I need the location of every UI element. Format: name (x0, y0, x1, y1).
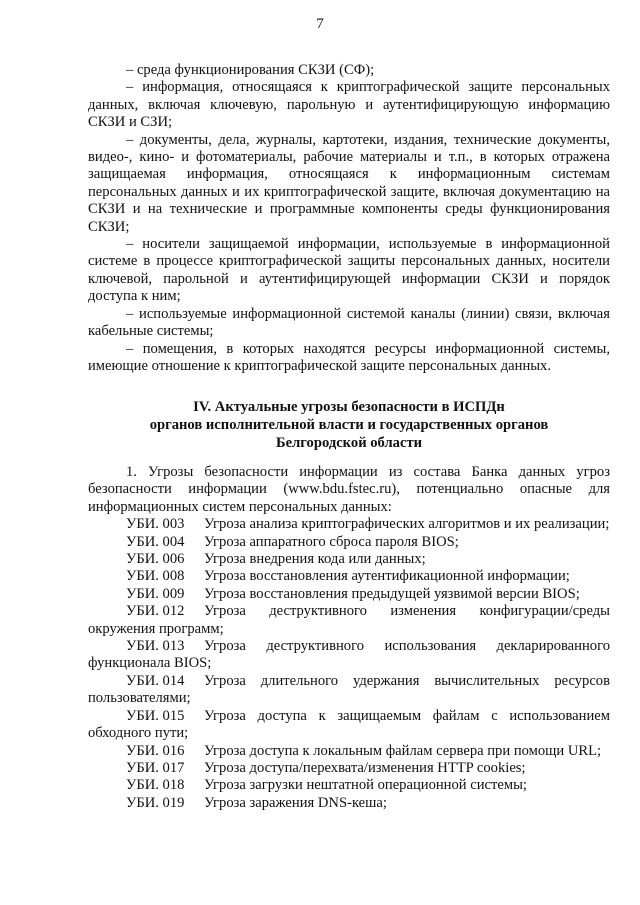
section-heading-line: органов исполнительной власти и государственных органов (149, 417, 549, 433)
threat-code: УБИ. 019 (126, 794, 185, 811)
threat-code: УБИ. 017 (126, 759, 185, 776)
threat-list (88, 464, 610, 812)
threat-item (88, 708, 610, 743)
list-item: – среда функционирования СКЗИ (СФ); (126, 62, 375, 78)
threat-code: УБИ. 015 (126, 707, 185, 724)
section-intro: 1. Угрозы безопасности информации из состава Банка данных угроз безопасности информации (www.bdu.fstec.ru), потенциально опасные для информационных систем персональных данных: (88, 464, 610, 515)
protected-objects-list (88, 62, 610, 375)
threat-item (88, 534, 610, 551)
threat-item (88, 586, 610, 603)
threat-code: УБИ. 006 (126, 551, 185, 568)
page-number: 7 (316, 16, 324, 32)
threat-code: УБИ. 018 (126, 777, 185, 794)
threat-code: УБИ. 013 (126, 638, 185, 655)
threat-text: Угроза внедрения кода или данных; (204, 551, 426, 568)
threat-code: УБИ. 004 (126, 533, 185, 550)
threat-code: УБИ. 008 (126, 568, 185, 585)
threat-text: Угроза деструктивного использования декларированного функционала BIOS; (88, 638, 610, 672)
threat-item (88, 743, 610, 760)
threat-text: Угроза восстановления аутентификационной информации; (204, 568, 570, 585)
threat-text: Угроза доступа к защищаемым файлам с использованием обходного пути; (88, 707, 610, 742)
threat-text: Угроза длительного удержания вычислительных ресурсов пользователями; (88, 672, 610, 707)
section-heading (88, 398, 610, 452)
threat-text: Угроза доступа/перехвата/изменения HTTP cookies; (204, 759, 526, 776)
list-item: – помещения, в которых находятся ресурсы информационной системы, имеющие отношение к криптографической защите персональных данных. (88, 340, 610, 374)
threat-code: УБИ. 016 (126, 742, 185, 759)
threat-item (88, 760, 610, 777)
list-item: – носители защищаемой информации, используемые в информационной системе в процессе криптографической защиты персональных данных, носители ключевой, парольной и аутентифицирующей информации СКЗИ и порядок доступа к ним; (88, 236, 610, 305)
threat-item (88, 516, 610, 533)
threat-item (88, 568, 610, 585)
section-heading-line: IV. Актуальные угрозы безопасности в ИСПДн (193, 399, 505, 415)
threat-item (88, 673, 610, 708)
threat-item (88, 795, 610, 812)
threat-item (88, 777, 610, 794)
list-item: – документы, дела, журналы, картотеки, издания, технические документы, видео-, кино- и фотоматериалы, рабочие материалы и т.п., в которых отражена защищаемая информация, относящаяся к информационным системам персональных данных и их криптографической защите, включая документацию на СКЗИ и на технические и программные компоненты среды функционирования СКЗИ; (88, 131, 610, 235)
threat-item (88, 551, 610, 568)
threat-code: УБИ. 012 (126, 603, 185, 620)
threat-code: УБИ. 009 (126, 585, 185, 602)
threat-text: Угроза заражения DNS-кеша; (204, 794, 387, 811)
threat-text: Угроза загрузки нештатной операционной системы; (204, 777, 527, 794)
threat-text: Угроза аппаратного сброса пароля BIOS; (204, 533, 459, 550)
threat-item (88, 603, 610, 638)
threat-text: Угроза доступа к локальным файлам сервера при помощи URL; (204, 742, 602, 759)
threat-code: УБИ. 003 (126, 516, 185, 533)
threat-text: Угроза восстановления предыдущей уязвимой версии BIOS; (204, 585, 580, 602)
threat-item (88, 638, 610, 673)
section-heading-line: Белгородской области (275, 435, 423, 451)
list-item: – информация, относящаяся к криптографической защите персональных данных, включая ключевую, парольную и аутентифицирующую информацию СКЗИ и СЗИ; (88, 79, 610, 131)
threat-text: Угроза деструктивного изменения конфигурации/среды окружения программ; (88, 603, 610, 637)
threat-code: УБИ. 014 (126, 672, 185, 689)
threat-text: Угроза анализа криптографических алгоритмов и их реализации; (204, 516, 610, 533)
list-item: – используемые информационной системой каналы (линии) связи, включая кабельные системы; (88, 305, 610, 340)
